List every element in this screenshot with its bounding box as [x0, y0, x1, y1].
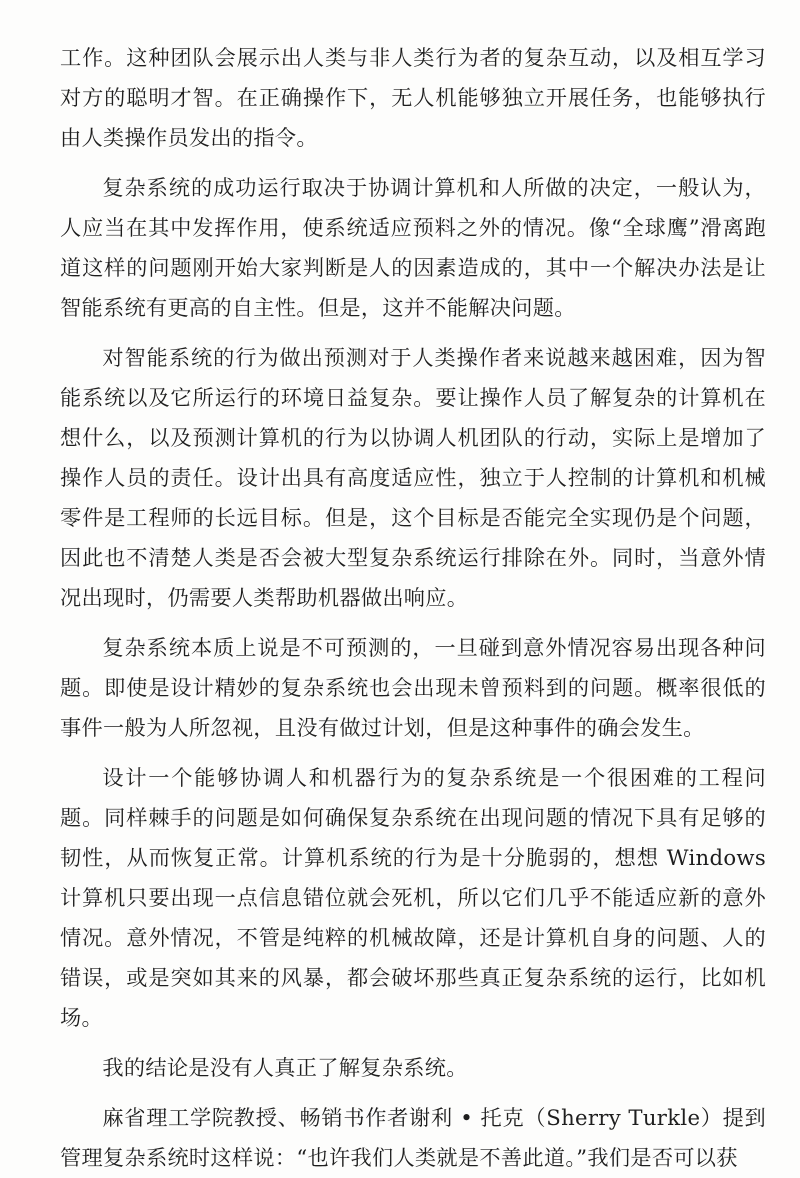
paragraph-continuation: 工作。这种团队会展示出人类与非人类行为者的复杂互动，以及相互学习对方的聪明才智。在正确操作下，无人机能够独立开展任务，也能够执行由人类操作员发出的指令。 [60, 45, 766, 150]
paragraph-turkle-quote: 麻省理工学院教授、畅销书作者谢利 • 托克（Sherry Turkle）提到管理复杂系统时这样说：“也许我们人类就是不善此道。”我们是否可以获 [60, 1105, 766, 1170]
paragraph-engineering-problem: 设计一个能够协调人和机器行为的复杂系统是一个很困难的工程问题。同样棘手的问题是如何确保复杂系统在出现问题的情况下具有足够的韧性，从而恢复正常。计算机系统的行为是十分脆弱的，想想 Windows 计算机只要出现一点信息错位就会死机，所以它们几乎不能适应新的意外情况。意外情况，不管是纯粹的机械故障，还是计算机自身的问题、人的错误，或是突如其来的风暴，都会破坏那些真正复杂系统的运行，比如机场。 [60, 765, 766, 1030]
paragraph-complex-system-decisions: 复杂系统的成功运行取决于协调计算机和人所做的决定，一般认为，人应当在其中发挥作用，使系统适应预料之外的情况。像“全球鹰”滑离跑道这样的问题刚开始大家判断是人的因素造成的，其中一个解决办法是让智能系统有更高的自主性。但是，这并不能解决问题。 [60, 175, 766, 320]
body-text [60, 38, 766, 1178]
paragraph-predicting-behavior: 对智能系统的行为做出预测对于人类操作者来说越来越困难，因为智能系统以及它所运行的环境日益复杂。要让操作人员了解复杂的计算机在想什么，以及预测计算机的行为以协调人机团队的行动，实际上是增加了操作人员的责任。设计出具有高度适应性，独立于人控制的计算机和机械零件是工程师的长远目标。但是，这个目标是否能完全实现仍是个问题，因此也不清楚人类是否会被大型复杂系统运行排除在外。同时，当意外情况出现时，仍需要人类帮助机器做出响应。 [60, 345, 766, 610]
paragraph-unpredictability: 复杂系统本质上说是不可预测的，一旦碰到意外情况容易出现各种问题。即使是设计精妙的复杂系统也会出现未曾预料到的问题。概率很低的事件一般为人所忽视，且没有做过计划，但是这种事件的确会发生。 [60, 635, 766, 740]
paragraph-conclusion: 我的结论是没有人真正了解复杂系统。 [102, 1055, 468, 1080]
